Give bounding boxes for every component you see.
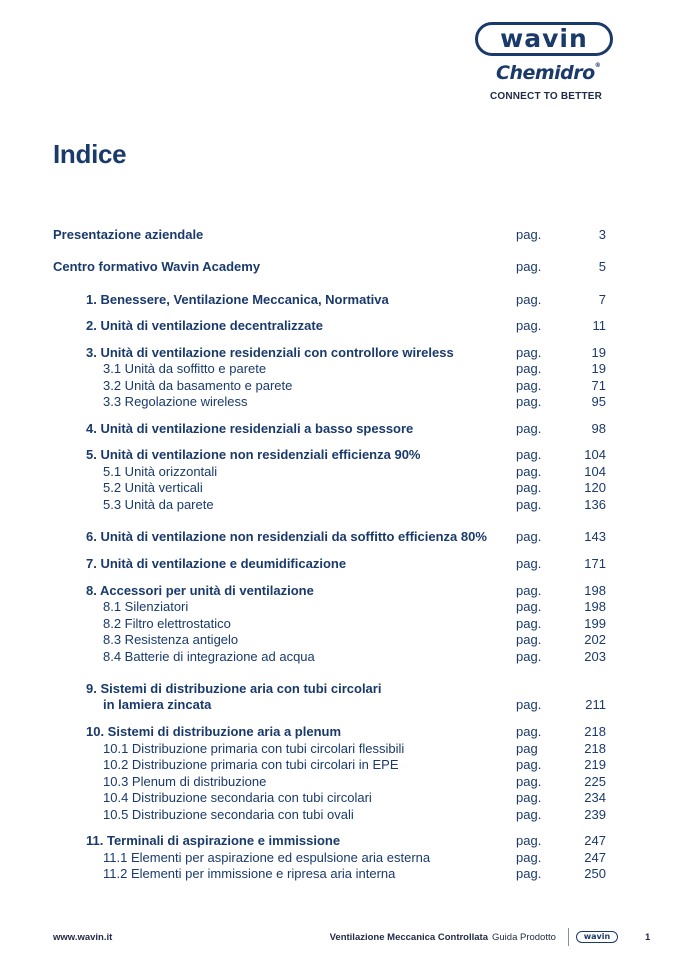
toc-entry-pag: pag [516,741,538,756]
toc-entry-page-number: 5 [598,259,606,274]
toc-entry[interactable] [0,632,678,648]
toc-entry[interactable] [0,361,678,377]
toc-entry-pag: pag. [516,497,542,512]
toc-entry-pag: pag. [516,632,542,647]
toc-entry-label: 5. Unità di ventilazione non residenziali efficienza 90% [86,447,421,462]
toc-entry-page-number: 219 [584,757,606,772]
toc-entry-page-number: 247 [584,850,606,865]
toc-entry-label: 11.1 Elementi per aspirazione ed espulsione aria esterna [103,850,431,865]
toc-entry-page-number: 250 [584,866,606,881]
toc-entry-label: 10.4 Distribuzione secondaria con tubi circolari [103,790,372,805]
toc-entry-pag: pag. [516,833,542,848]
toc-entry-pag: pag. [516,583,542,598]
toc-entry-pag: pag. [516,378,542,393]
toc-entry-pag: pag. [516,421,542,436]
toc-entry-label: 8.1 Silenziatori [103,599,189,614]
footer-doc-title: Ventilazione Meccanica Controllata [329,932,488,943]
toc-entry-page-number: 7 [598,292,606,307]
toc-entry-page-number: 225 [584,774,606,789]
toc-entry-page-number: 234 [584,790,606,805]
toc-entry-label: 10.3 Plenum di distribuzione [103,774,267,789]
toc-entry-label: 5.3 Unità da parete [103,497,214,512]
toc-entry-pag: pag. [516,850,542,865]
toc-entry-label: 6. Unità di ventilazione non residenziali da soffitto efficienza 80% [86,529,487,544]
toc-entry-page-number: 247 [584,833,606,848]
toc-entry[interactable] [0,292,678,308]
toc-entry-label: 8.3 Resistenza antigelo [103,632,239,647]
toc-entry-label: 3.1 Unità da soffitto e parete [103,361,267,376]
toc-entry-page-number: 218 [584,724,606,739]
toc-entry[interactable] [0,649,678,665]
toc-entry-page-number: 202 [584,632,606,647]
toc-entry-pag: pag. [516,774,542,789]
toc-entry-label: Presentazione aziendale [53,227,204,242]
toc-entry[interactable] [0,464,678,480]
toc-entry-label: 3.3 Regolazione wireless [103,394,248,409]
toc-entry-label: 4. Unità di ventilazione residenziali a basso spessore [86,421,414,436]
toc-entry-pag: pag. [516,556,542,571]
toc-entry-pag: pag. [516,227,542,242]
toc-entry[interactable] [0,599,678,615]
toc-entry-pag: pag. [516,724,542,739]
toc-entry-page-number: 98 [591,421,606,436]
toc-entry-pag: pag. [516,649,542,664]
toc-entry-pag: pag. [516,807,542,822]
toc-entry-label: 7. Unità di ventilazione e deumidificazione [86,556,347,571]
toc-entry[interactable] [0,833,678,849]
brand-tagline: CONNECT TO BETTER [489,91,603,102]
toc-entry-label: 8.4 Batterie di integrazione ad acqua [103,649,315,664]
toc-entry-page-number: 104 [584,464,606,479]
toc-entry-label: Centro formativo Wavin Academy [53,259,261,274]
toc-entry-label: 8.2 Filtro elettrostatico [103,616,231,631]
toc-entry[interactable] [0,259,678,275]
toc-entry[interactable] [0,850,678,866]
toc-entry[interactable] [0,724,678,740]
toc-entry-label: 5.2 Unità verticali [103,480,203,495]
toc-entry[interactable] [0,741,678,757]
toc-entry-label: 11.2 Elementi per immissione e ripresa aria interna [103,866,396,881]
toc-entry-pag: pag. [516,599,542,614]
toc-entry-pag: pag. [516,259,542,274]
toc-entry-label: 10.1 Distribuzione primaria con tubi circolari flessibili [103,741,405,756]
toc-entry[interactable] [0,866,678,882]
toc-entry-page-number: 19 [591,345,606,360]
toc-entry-label: 9. Sistemi di distribuzione aria con tubi circolari [86,681,382,696]
page-number: 1 [645,932,651,943]
toc-entry[interactable] [0,227,678,243]
toc-entry-page-number: 136 [584,497,606,512]
toc-entry-page-number: 203 [584,649,606,664]
toc-entry[interactable] [0,378,678,394]
toc-entry-pag: pag. [516,318,542,333]
toc-entry[interactable] [0,681,678,697]
wavin-wordmark: wavin [500,23,588,53]
toc-entry-label: 3. Unità di ventilazione residenziali con controllore wireless [86,345,454,360]
toc-entry-pag: pag. [516,529,542,544]
toc-entry-label: 5.1 Unità orizzontali [103,464,218,479]
footer-divider [568,928,569,946]
toc-entry[interactable] [0,394,678,410]
toc-entry-page-number: 199 [584,616,606,631]
toc-entry[interactable] [0,583,678,599]
toc-entry-pag: pag. [516,697,542,712]
toc-entry-page-number: 198 [584,599,606,614]
toc-entry-page-number: 239 [584,807,606,822]
toc-entry-page-number: 11 [592,318,606,333]
page-title: Indice [53,139,127,169]
toc-entry[interactable] [0,697,678,713]
toc-entry-label: 1. Benessere, Ventilazione Meccanica, Normativa [86,292,389,307]
toc-entry-page-number: 104 [584,447,606,462]
toc-entry[interactable] [0,497,678,513]
toc-entry[interactable] [0,616,678,632]
toc-entry-page-number: 19 [591,361,606,376]
toc-entry-pag: pag. [516,394,542,409]
footer-url[interactable]: www.wavin.it [53,932,113,943]
toc-entry[interactable] [0,318,678,334]
toc-entry[interactable] [0,447,678,463]
toc-entry[interactable] [0,529,678,545]
toc-entry-pag: pag. [516,757,542,772]
toc-entry-pag: pag. [516,464,542,479]
toc-entry-page-number: 218 [584,741,606,756]
toc-entry-pag: pag. [516,345,542,360]
toc-entry-page-number: 211 [585,697,606,712]
toc-entry[interactable] [0,774,678,790]
toc-entry[interactable] [0,790,678,806]
footer-doc-type: Guida Prodotto [492,932,556,943]
toc-entry-pag: pag. [516,480,542,495]
toc-entry[interactable] [0,757,678,773]
toc-entry-label: 10.2 Distribuzione primaria con tubi circolari in EPE [103,757,399,772]
toc-entry[interactable] [0,345,678,361]
toc-entry-page-number: 120 [584,480,606,495]
toc-entry-pag: pag. [516,361,542,376]
toc-entry-page-number: 198 [584,583,606,598]
toc-entry[interactable] [0,421,678,437]
toc-entry-label: 10.5 Distribuzione secondaria con tubi ovali [103,807,354,822]
page-footer [0,928,678,948]
toc-entry-pag: pag. [516,790,542,805]
toc-entry-page-number: 143 [584,529,606,544]
toc-entry-pag: pag. [516,447,542,462]
toc-entry-page-number: 71 [591,378,606,393]
footer-wavin-logo [576,931,618,943]
toc-entry-label: in lamiera zincata [103,697,212,712]
toc-entry-pag: pag. [516,866,542,881]
toc-entry-pag: pag. [516,616,542,631]
toc-entry[interactable] [0,556,678,572]
toc-entry[interactable] [0,807,678,823]
toc-entry-pag: pag. [516,292,542,307]
toc-entry[interactable] [0,480,678,496]
chemidro-wordmark: Chemidro® [496,62,601,84]
toc-entry-page-number: 171 [584,556,606,571]
toc-entry-page-number: 95 [591,394,606,409]
toc-entry-label: 10. Sistemi di distribuzione aria a plenum [86,724,342,739]
toc-entry-label: 8. Accessori per unità di ventilazione [86,583,314,598]
footer-logo-wordmark: wavin [583,932,611,941]
toc-entry-page-number: 3 [598,227,606,242]
toc-entry-label: 2. Unità di ventilazione decentralizzate [86,318,323,333]
toc-entry-label: 11. Terminali di aspirazione e immissione [86,833,341,848]
toc-entry-label: 3.2 Unità da basamento e parete [103,378,293,393]
